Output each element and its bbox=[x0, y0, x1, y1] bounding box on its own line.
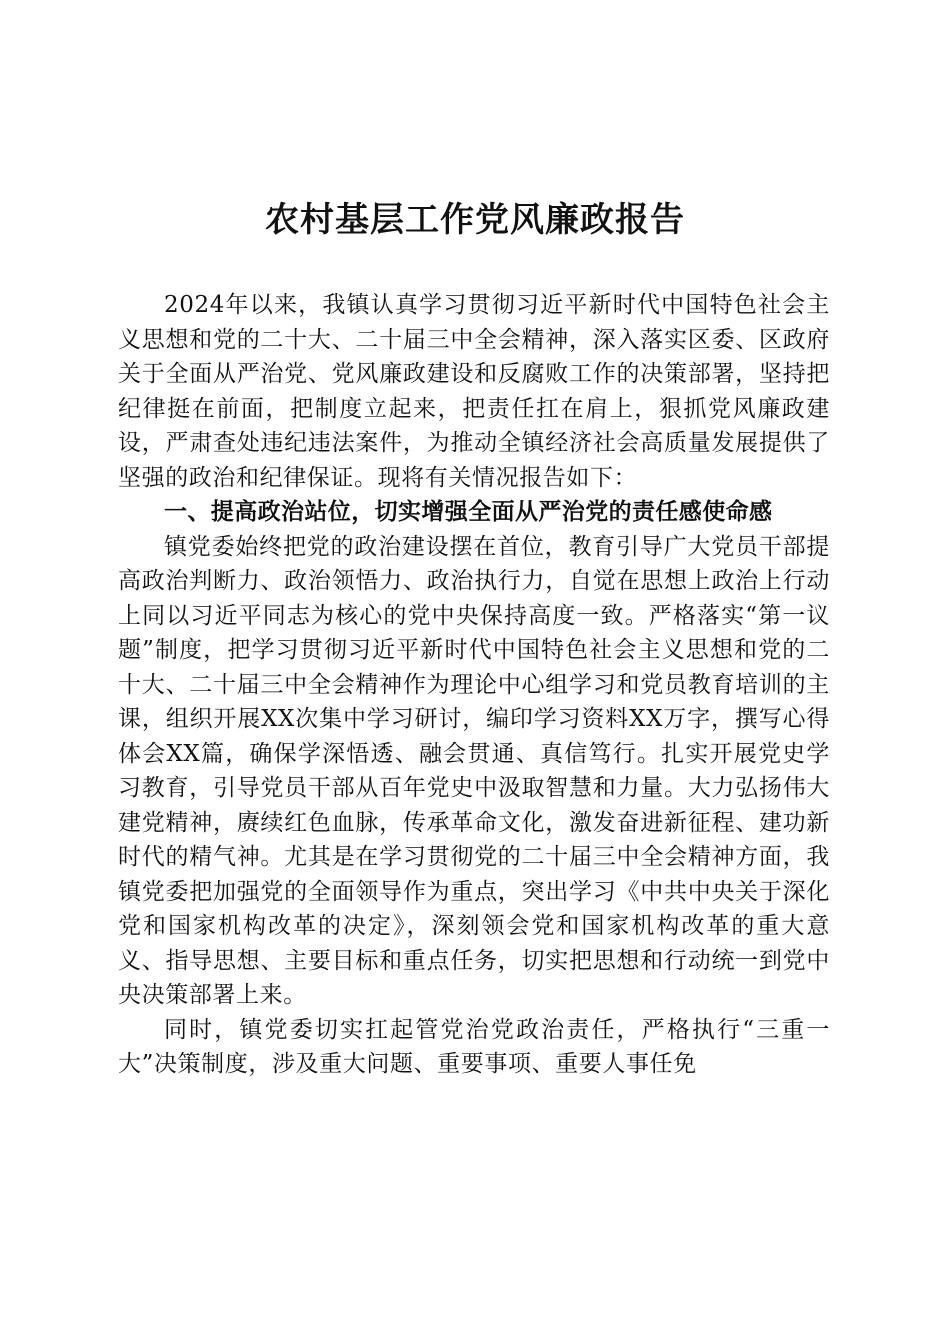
section-1-paragraph-1: 镇党委始终把党的政治建设摆在首位，教育引导广大党员干部提高政治判断力、政治领悟力、政治执行力，自觉在思想上政治上行动上同以习近平同志为核心的党中央保持高度一致。严格落实“第一议题”制度，把学习贯彻习近平新时代中国特色社会主义思想和党的二十大、二十届三中全会精神作为理论中心组学习和党员教育培训的主课，组织开展XX次集中学习研讨，编印学习资料XX万字，撰写心得体会XX篇，确保学深悟透、融会贯通、真信笃行。扎实开展党史学习教育，引导党员干部从百年党史中汲取智慧和力量。大力弘扬伟大建党精神，赓续红色血脉，传承革命文化，激发奋进新征程、建功新时代的精气神。尤其是在学习贯彻党的二十届三中全会精神方面，我镇党委把加强党的全面领导作为重点，突出学习《中共中央关于深化党和国家机构改革的决定》，深刻领会党和国家机构改革的重大意义、指导思想、主要目标和重点任务，切实把思想和行动统一到党中央决策部署上来。 bbox=[118, 533, 830, 1008]
document-body bbox=[118, 288, 830, 1082]
section-1-heading: 一、提高政治站位，切实增强全面从严治党的责任感使命感 bbox=[164, 499, 773, 525]
intro-paragraph: 2024年以来，我镇认真学习贯彻习近平新时代中国特色社会主义思想和党的二十大、二十届三中全会精神，深入落实区委、区政府关于全面从严治党、党风廉政建设和反腐败工作的决策部署，坚持把纪律挺在前面，把制度立起来，把责任扛在肩上，狠抓党风廉政建设，严肃查处违纪违法案件，为推动全镇经济社会高质量发展提供了坚强的政治和纪律保证。现将有关情况报告如下： bbox=[118, 292, 830, 491]
section-1-paragraph-2: 同时，镇党委切实扛起管党治党政治责任，严格执行“三重一大”决策制度，涉及重大问题、重要事项、重要人事任免 bbox=[118, 1016, 830, 1077]
document-title: 农村基层工作党风廉政报告 bbox=[265, 200, 685, 240]
